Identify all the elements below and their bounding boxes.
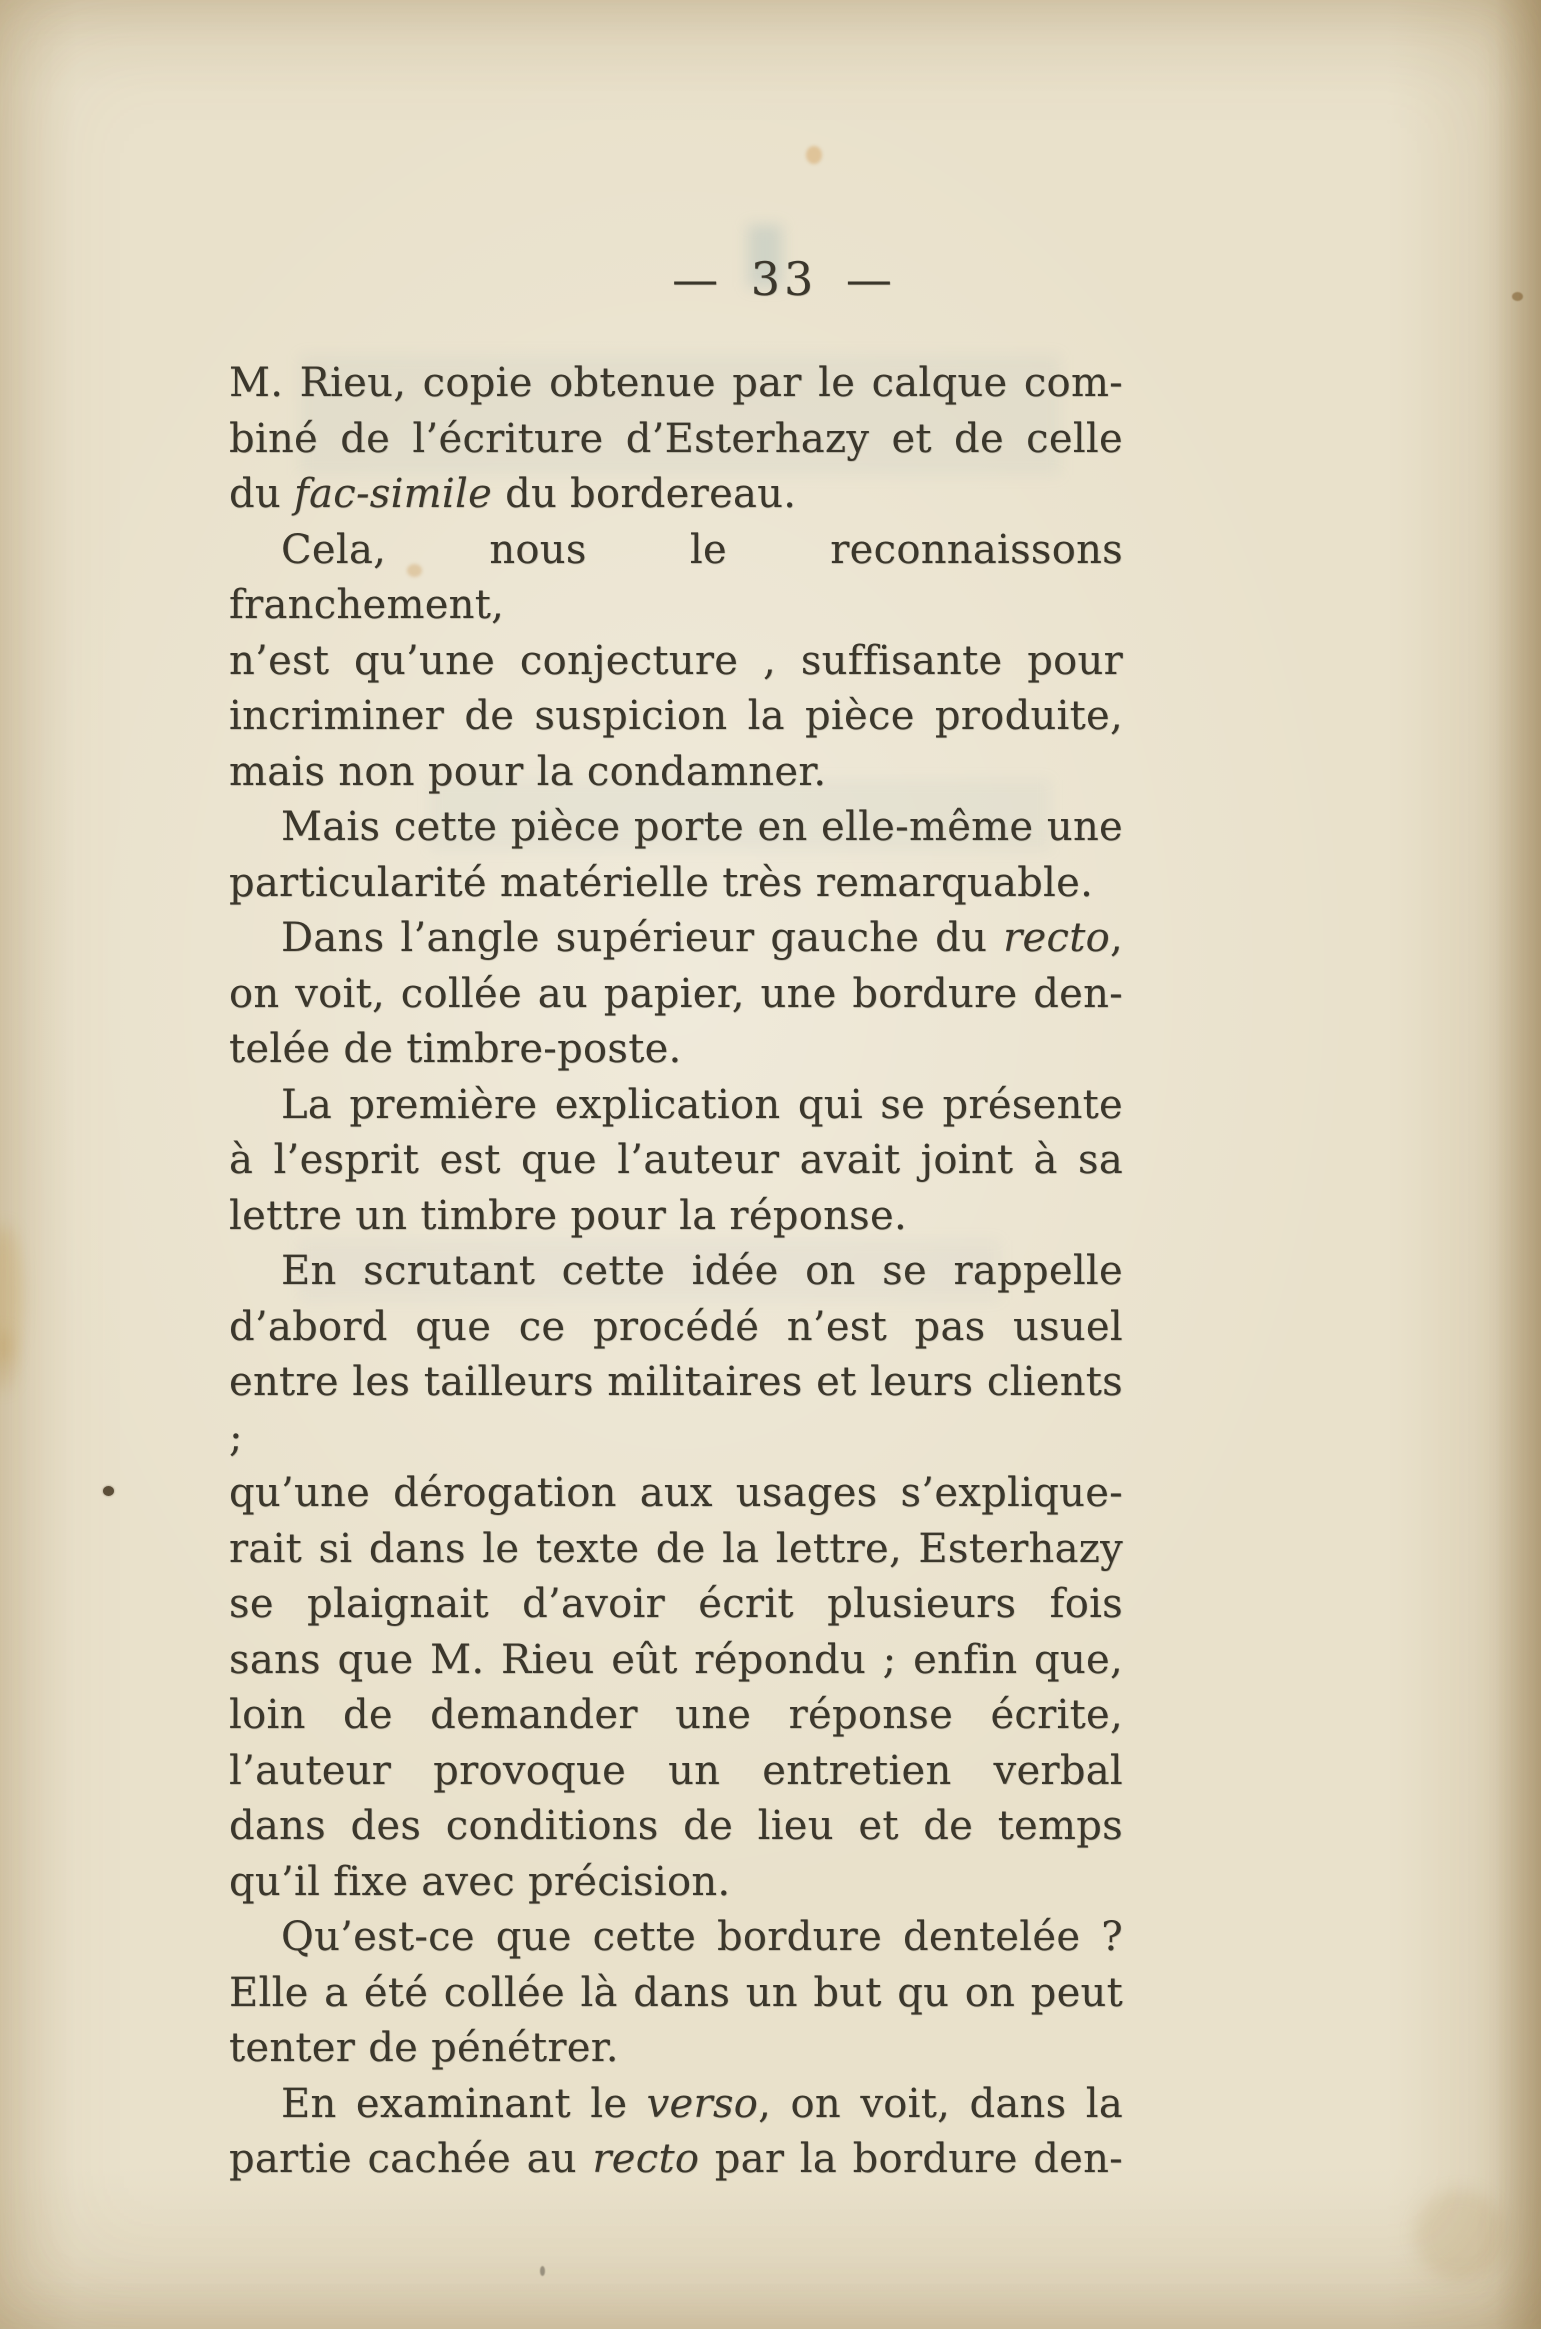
- edge-stain: [0, 1330, 16, 1390]
- text-line: mais non pour la condamner.: [229, 748, 827, 795]
- text-line: rait si dans le texte de la lettre, Esterhazy: [229, 1525, 1123, 1572]
- ink-speck: [103, 1486, 114, 1496]
- text-line: n’est qu’une conjecture , suffisante pour: [229, 637, 1123, 684]
- text-line: En scrutant cette idée on se rappelle: [281, 1248, 1123, 1294]
- text-line: l’auteur provoque un entretien verbal: [229, 1747, 1123, 1794]
- text-line: du fac-simile du bordereau.: [229, 471, 797, 517]
- text-line: on voit, collée au papier, une bordure den-: [229, 970, 1123, 1017]
- text-line: incriminer de suspicion la pièce produite,: [229, 693, 1123, 739]
- page-edge-shadow: [1495, 0, 1541, 2329]
- text-line: tenter de pénétrer.: [229, 2025, 619, 2071]
- corner-shadow: [1415, 2190, 1505, 2280]
- text-line: En examinant le verso, on voit, dans la: [281, 2080, 1123, 2127]
- text-line: se plaignait d’avoir écrit plusieurs fois: [229, 1581, 1123, 1627]
- text-line: qu’il fixe avec précision.: [229, 1858, 731, 1905]
- text-line: Qu’est-ce que cette bordure dentelée ?: [281, 1914, 1123, 1960]
- text-line: qu’une dérogation aux usages s’explique-: [229, 1470, 1123, 1516]
- italic-term: recto: [1003, 915, 1110, 961]
- edge-stain: [0, 1225, 22, 1365]
- text-line: particularité matérielle très remarquable.: [229, 859, 1094, 906]
- italic-term: recto: [592, 2136, 700, 2182]
- text-line: lettre un timbre pour la réponse.: [229, 1192, 907, 1239]
- text-line: loin de demander une réponse écrite,: [229, 1692, 1123, 1738]
- text-line: telée de timbre-poste.: [229, 1026, 682, 1072]
- text-line: M. Rieu, copie obtenue par le calque com-: [229, 360, 1123, 406]
- text-line: partie cachée au recto par la bordure den-: [229, 2136, 1123, 2182]
- italic-term: verso: [646, 2080, 759, 2127]
- text-line: Mais cette pièce porte en elle-même une: [281, 804, 1123, 850]
- text-line: entre les tailleurs militaires et leurs clients ;: [229, 1359, 1123, 1461]
- text-line: à l’esprit est que l’auteur avait joint à sa: [229, 1137, 1123, 1183]
- text-line: dans des conditions de lieu et de temps: [229, 1803, 1123, 1849]
- text-line: sans que M. Rieu eût répondu ; enfin que,: [229, 1636, 1123, 1683]
- ink-speck: [540, 2266, 545, 2276]
- text-line: Cela, nous le reconnaissons franchement,: [229, 526, 1123, 628]
- text-line: La première explication qui se présente: [281, 1081, 1123, 1128]
- text-line: Dans l’angle supérieur gauche du recto,: [281, 915, 1123, 961]
- text-line: Elle a été collée là dans un but qu on peut: [229, 1969, 1123, 2016]
- text-line: biné de l’écriture d’Esterhazy et de celle: [229, 415, 1123, 462]
- italic-term: fac-simile: [293, 471, 493, 517]
- text-block: [229, 356, 1123, 2188]
- page-number: — 33 —: [672, 252, 896, 306]
- text-line: d’abord que ce procédé n’est pas usuel: [229, 1303, 1123, 1350]
- paper-stain-dot: [806, 146, 822, 164]
